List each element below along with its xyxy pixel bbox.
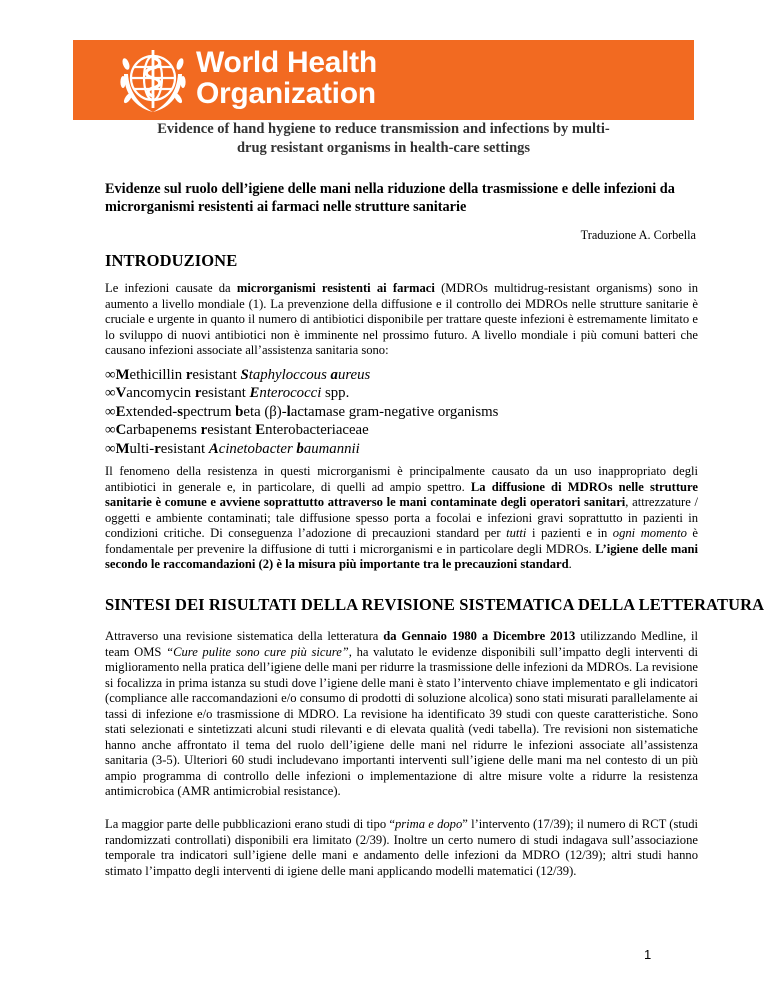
bullet-icon: ∞ <box>105 440 116 457</box>
bullet-icon: ∞ <box>105 422 116 439</box>
organism-item: ∞Extended-spectrum beta (β)-lactamase gram-negative organisms <box>105 403 499 420</box>
bullet-icon: ∞ <box>105 385 116 402</box>
who-header-banner <box>73 40 694 120</box>
bullet-icon: ∞ <box>105 403 116 420</box>
english-title-line1: Evidence of hand hygiene to reduce transmission and infections by multi- <box>157 121 610 137</box>
org-name-line1: World Health <box>196 46 377 79</box>
english-title <box>73 120 694 158</box>
heading-introduzione: INTRODUZIONE <box>105 251 238 270</box>
organism-item: ∞Carbapenems resistant Enterobacteriaceae <box>105 422 369 439</box>
translator-credit: Traduzione A. Corbella <box>580 228 696 242</box>
who-emblem-icon <box>118 44 188 116</box>
organism-item: ∞Vancomycin resistant Enterococci spp. <box>105 385 350 402</box>
document-title: Evidenze sul ruolo dell’igiene delle mani nella riduzione della trasmissione e delle infezioni da microrganismi resistenti ai farmaci nelle strutture sanitarie <box>105 181 675 215</box>
organization-name <box>196 47 377 109</box>
summary-paragraph-2: La maggior parte delle pubblicazioni erano studi di tipo “prima e dopo” l’intervento (17/39); il numero di RCT (studi randomizzati controllati) disponibili era limitato (2/39). Inoltre un certo numero di studi indagava sull’associazione temporale tra indicatori sull’igiene delle mani e andamento delle infezioni da MDRO (12/39); altri studi hanno stimato l’impatto degli interventi di igiene delle mani applicando modelli matematici (12/39). <box>105 817 698 878</box>
intro-paragraph-2: Il fenomeno della resistenza in questi microrganismi è principalmente causato da un uso inappropriato degli antibiotici in generale e, in particolare, di quelli ad ampio spettro. La diffusione di MDROs nelle strutture sanitarie è comune e avviene soprattutto attraverso le mani contaminate degli operatori sanitari, attrezzature / oggetti e ambiente contaminati; tale diffusione spesso porta a focolai e infezioni gravi soprattutto in pazienti in condizioni critiche. Di conseguenza l’adozione di precauzioni standard per tutti i pazienti e in ogni momento è fondamentale per prevenire la diffusione di tutti i microrganismi e in particolare degli MDROs. L’igiene delle mani secondo le raccomandazioni (2) è la misura più importante tra le precauzioni standard. <box>105 464 698 572</box>
bullet-icon: ∞ <box>105 367 116 383</box>
org-name-line2: Organization <box>196 77 376 110</box>
organism-item: ∞Methicillin resistant Staphyloccous aureus <box>105 367 371 383</box>
heading-sintesi: SINTESI DEI RISULTATI DELLA REVISIONE SISTEMATICA DELLA LETTERATURA <box>105 595 765 614</box>
english-title-line2: drug resistant organisms in health-care settings <box>236 140 531 156</box>
page-number: 1 <box>644 947 652 962</box>
organism-list <box>105 366 705 458</box>
organism-item: ∞Multi-resistant Acinetobacter baumannii <box>105 440 360 457</box>
summary-paragraph-1: Attraverso una revisione sistematica della letteratura da Gennaio 1980 a Dicembre 2013 utilizzando Medline, il team OMS “Cure pulite sono cure più sicure”, ha valutato le evidenze disponibili sull’impatto degli interventi di miglioramento nella pratica dell’igiene delle mani per ridurre la trasmissione delle infezioni da MDROs. La revisione si focalizza in prima istanza su studi dove l’igiene delle mani è stato l’intervento chiave implementato e gli indicatori (compliance alle raccomandazioni e/o consumo di prodotti di soluzione alcolica) sono stati misurati parallelamente ai tassi di infezione e/o trasmissione di MDRO. La revisione ha identificato 39 studi con queste caratteristiche. Sono stati selezionati e sintetizzati alcuni studi rilevanti e di elevata qualità (vedi tabella). Tre revisioni non sistematiche hanno anche affrontato il tema del ruolo dell’igiene delle mani nel ridurre le infezioni associate all’assistenza sanitaria (3-5). Ulteriori 60 studi includevano importanti interventi sull’igiene delle mani ma nel contesto di un più ampio programma di controllo delle infezioni o implementazione di altre misure volte a ridurre la resistenza antimicrobica (AMR antimicrobial resistance). <box>105 629 699 799</box>
intro-paragraph-1: Le infezioni causate da microrganismi resistenti ai farmaci (MDROs multidrug-resistant organisms) sono in aumento a livello mondiale (1). La prevenzione della diffusione e il controllo dei MDROs nelle strutture sanitarie è cruciale e urgente in quanto il numero di antibiotici disponibile per trattare queste infezioni è estremamente limitato e lo sviluppo di nuovi antibiotici non è imminente nel prossimo futuro. A livello mondiale i più comuni batteri che causano infezioni associate all’assistenza sanitaria sono: <box>105 281 698 358</box>
